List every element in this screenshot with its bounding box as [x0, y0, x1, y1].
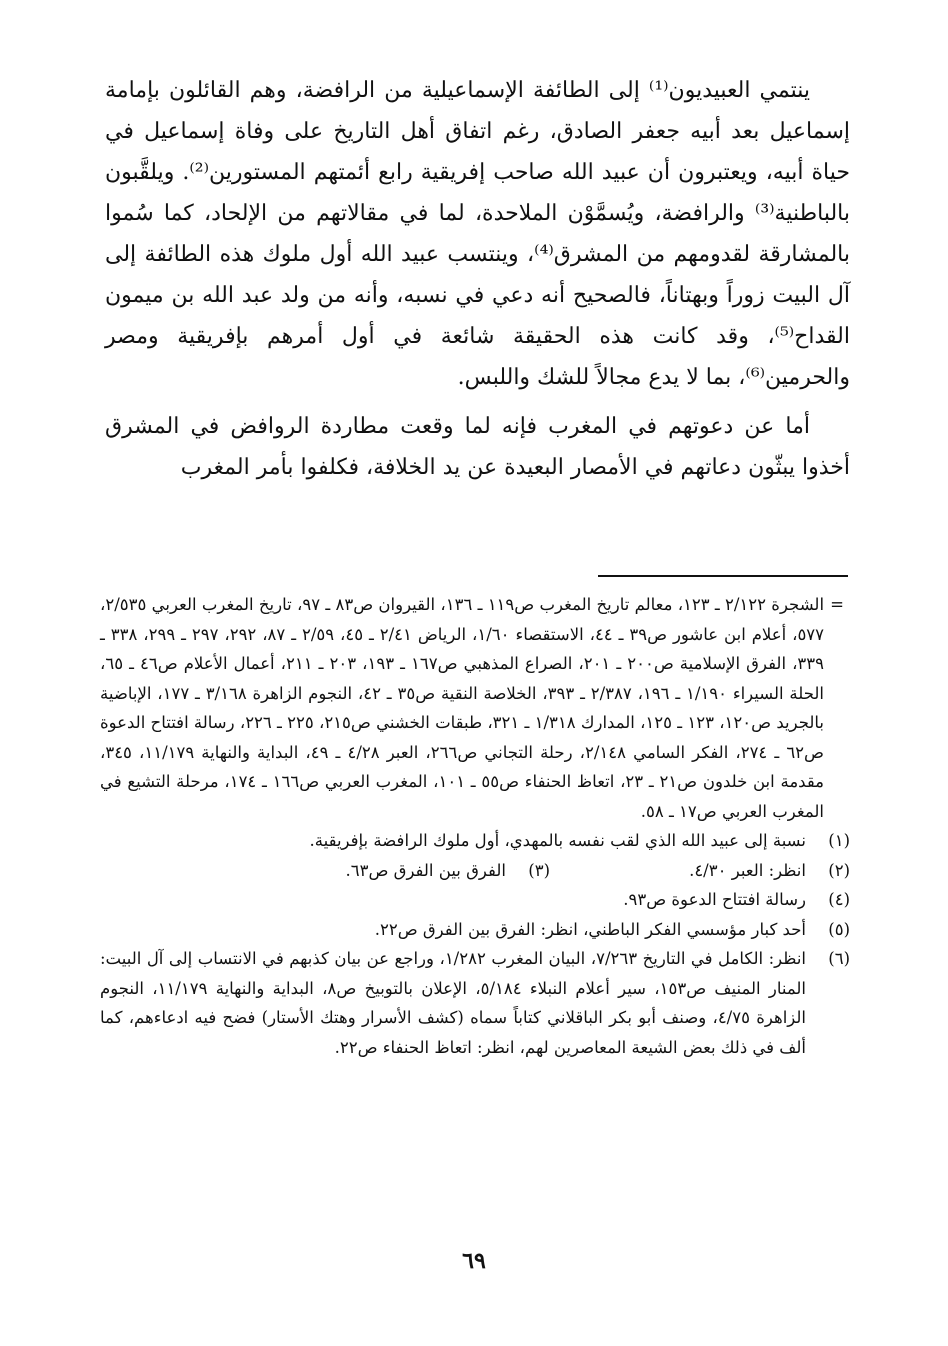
footnote-text: رسالة افتتاح الدعوة ص٩٣.	[623, 890, 806, 909]
footnote-separator	[598, 575, 848, 577]
footnote-text: أحد كبار مؤسسي الفكر الباطني، انظر: الفرق بين الفرق ص٢٢.	[374, 919, 806, 939]
page-number: ٦٩	[462, 1248, 486, 1274]
footnote-6	[100, 944, 850, 1062]
footnote-number: (٤)	[828, 890, 850, 909]
continuation-text: الشجرة ٢/١٢٢ ـ ١٢٣، معالم تاريخ المغرب ص١١٩ ـ ١٣٦، القيروان ص٨٣ ـ ٩٧، تاريخ المغرب العربي ٢/٥٣٥، ٥٧٧، أعلام ابن عاشور ص٣٩ ـ ٤٤، الاستقصاء ١/٦٠، الرياض ٢/٤١ ـ ٤٥، ٢/٥٩ ـ ٨٧، ٢٩٢، ٢٩٧ ـ ٢٩٩، ٣٣٨ ـ ٣٣٩، الفرق الإسلامية ص٢٠٠ ـ ٢٠١، الصراع المذهبي ص١٦٧ ـ ١٩٣، ٢٠٣ ـ ٢١١، أعمال الأعلام ص٤٦ ـ ٦٥، الحلة السيراء ١/١٩٠ ـ ١٩٦، ٢/٣٨٧ ـ ٣٩٣، الخلاصة النقية ص٣٥ ـ ٤٢، النجوم الزاهرة ٣/١٦٨ ـ ١٧٧، الإباضية بالجريد ص١٢٠، ١٢٣ ـ ١٢٥، المدارك ١/٣١٨ ـ ٣٢١، طبقات الخشني ص٢١٥، ٢٢٥ ـ ٢٢٦، رسالة افتتاح الدعوة ص٦٢ ـ ٢٧٤، الفكر السامي ٢/١٤٨، رحلة التجاني ص٢٦٦، العبر ٤/٢٨ ـ ٤٩، البداية والنهاية ١١/١٧٩، ٣٤٥، مقدمة ابن خلدون ص٢١ ـ ٢٣، اتعاظ الحنفاء ص٥٥ ـ ١٠١، المغرب العربي ص١٦٦ ـ ١٧٤، مرحلة التشيع في المغرب العربي ص١٧ ـ ٥٨.	[100, 595, 825, 821]
footnote-4	[100, 885, 850, 915]
footnote-number: (١)	[828, 831, 850, 850]
footnote-1	[100, 826, 850, 856]
footnote-number: (٣)	[528, 860, 550, 880]
footnote-number: (٥)	[828, 919, 850, 939]
footnote-continuation	[100, 590, 850, 826]
main-text	[105, 70, 850, 488]
footnotes	[100, 590, 850, 1062]
paragraph-2: أما عن دعوتهم في المغرب فإنه لما وقعت مطاردة الروافض في المشرق أخذوا يبثّون دعاتهم في الأمصار البعيدة عن يد الخلافة، فكلفوا بأمر المغرب	[105, 414, 850, 480]
footnote-2	[550, 856, 850, 886]
footnote-text: نسبة إلى عبيد الله الذي لقب نفسه بالمهدي، أول ملوك الرافضة بإفريقية.	[309, 831, 806, 850]
footnote-text: انظر: العبر ٤/٣٠.	[689, 860, 806, 880]
paragraph-1: ينتمي العبيديون⁽¹⁾ إلى الطائفة الإسماعيلية من الرافضة، وهم القائلون بإمامة إسماعيل بعد أبيه جعفر الصادق، رغم اتفاق أهل التاريخ على وفاة إسماعيل في حياة أبيه، ويعتبرون أن عبيد الله صاحب إفريقية رابع أئمتهم المستورين⁽²⁾. ويلقَّبون بالباطنية⁽³⁾ والرافضة، ويُسمَّوْن الملاحدة، لما في مقالاتهم من الإلحاد، كما سُموا بالمشارقة لقدومهم من المشرق⁽⁴⁾، وينتسب عبيد الله أول ملوك هذه الطائفة إلى آل البيت زوراً وبهتاناً، فالصحيح أنه دعي في نسبه، وأنه من ولد عبد الله بن ميمون القداح⁽⁵⁾، وقد كانت هذه الحقيقة شائعة في أول أمرهم بإفريقية ومصر والحرمين⁽⁶⁾، بما لا يدع مجالاً للشك واللبس.	[105, 78, 850, 390]
footnote-text: انظر: الكامل في التاريخ ٧/٢٦٣، البيان المغرب ١/٢٨٢، وراجع عن بيان كذبهم في الانتساب إلى آل البيت: المنار المنيف ص١٥٣، سير أعلام النبلاء ٥/١٨٤، الإعلان بالتوبيخ ص٨، البداية والنهاية ١١/١٧٩، النجوم الزاهرة ٤/٧٥، وصنف أبو بكر الباقلاني كتاباً سماه (كشف الأسرار وهتك الأستار) فضح فيه ادعاءهم، كما ألف في ذلك بعض الشيعة المعاصرين لهم، انظر: اتعاظ الحنفاء ص٢٢.	[100, 949, 806, 1057]
footnote-3	[100, 856, 550, 886]
footnote-number: (٦)	[828, 949, 850, 968]
footnote-row-2-3	[100, 856, 850, 886]
footnote-text: الفرق بين الفرق ص٦٣.	[345, 860, 506, 880]
footnote-number: (٢)	[828, 860, 850, 880]
footnote-5	[100, 915, 850, 945]
continuation-mark: =	[830, 595, 844, 614]
